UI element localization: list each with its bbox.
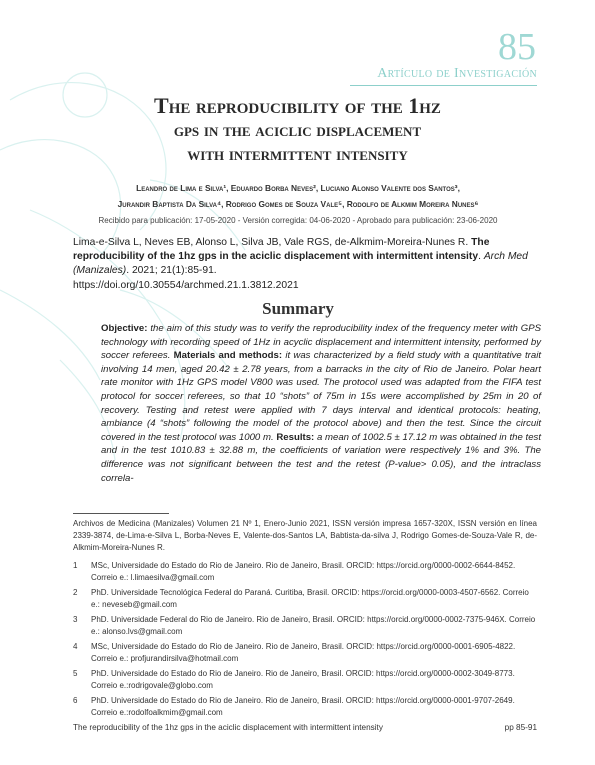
citation-year-volume: . 2021; 21(1):85-91.	[126, 265, 217, 277]
footnote-number: 4	[73, 642, 78, 651]
footnote-item	[73, 587, 537, 611]
footnote-divider	[73, 513, 169, 514]
footnotes	[73, 560, 537, 722]
section-label: Artículo de Investigación	[377, 66, 537, 81]
footnote-number: 6	[73, 696, 78, 705]
footnote-item	[73, 668, 537, 692]
page-range: pp 85-91	[504, 723, 537, 732]
footnote-item	[73, 560, 537, 584]
title-line-3: with intermittent intensity	[187, 144, 408, 165]
citation: Lima-e-Silva L, Neves EB, Alonso L, Silva JB, Vale RGS, de-Alkmim-Moreira-Nunes R. The reproducibility of the 1hz gps in the aciclic displacement with intermittent intensity. Arch Med (Manizales). 2021; 21(1):85-91. https://doi.org/10.30554/archmed.21.1.3812.2021	[73, 237, 528, 291]
footnote-text: MSc, Universidade do Estado do Rio de Janeiro. Rio de Janeiro, Brasil. ORCID: https://orcid.org/0000-0001-6905-4822. Correio e.: profjurandirsilva@hotmail.com	[91, 642, 516, 663]
citation-title: The reproducibility of the 1hz gps in the aciclic displacement with intermittent intensity	[73, 237, 490, 263]
citation-doi-link[interactable]: https://doi.org/10.30554/archmed.21.1.3812.2021	[73, 279, 299, 291]
footnote-number: 2	[73, 588, 78, 597]
footnote-item	[73, 641, 537, 665]
results-text: a mean of 1002.5 ± 17.12 m was obtained in the test and in the test 1010.83 ± 32.88 m, the coefficients of variation were respectively 1% and 3%. The difference was not significant between the test and the retest (P-value> 0.05), and the intraclass correla-	[101, 431, 541, 484]
footnote-text: PhD. Universidade do Estado do Rio de Janeiro. Rio de Janeiro, Brasil. ORCID: https://orcid.org/0000-0001-9707-2649. Correio e.:rodolfoalkmim@gmail.com	[91, 696, 515, 717]
footnote-item	[73, 695, 537, 719]
running-title: The reproducibility of the 1hz gps in the aciclic displacement with intermittent intensity	[73, 723, 383, 732]
article-title	[60, 93, 535, 167]
results-label: Results:	[276, 431, 315, 443]
header-divider	[350, 85, 537, 86]
page-number: 85	[498, 26, 536, 68]
title-line-2: gps in the aciclic displacement	[173, 120, 422, 141]
footnote-text: PhD. Universidade do Estado do Rio de Janeiro. Rio de Janeiro, Brasil. ORCID: https://orcid.org/0000-0002-3049-8773. Correio e.:rodrigovale@globo.com	[91, 669, 515, 690]
footnote-text: MSc, Universidade do Estado do Rio de Janeiro. Rio de Janeiro, Brasil. ORCID: https://orcid.org/0000-0002-6644-8452. Correio e.: l.limaesilva@gmail.com	[91, 561, 516, 582]
author-list	[62, 180, 534, 212]
footnote-item	[73, 614, 537, 638]
abstract	[101, 322, 541, 485]
citation-journal: Arch Med (Manizales)	[73, 251, 528, 277]
author-line-2: Jurandir Baptista Da Silva⁴, Rodrigo Gomes de Souza Vale⁵, Rodolfo de Alkmim Moreira Nunes⁶	[117, 199, 479, 209]
footnote-text: PhD. Universidade Tecnológica Federal do Paraná. Curitiba, Brasil. ORCID: https://orcid.org/0000-0003-4507-6562. Correio e.: neveseb@gmail.com	[91, 588, 529, 609]
journal-note: Archivos de Medicina (Manizales) Volumen 21 Nº 1, Enero-Junio 2021, ISSN versión impresa 1657-320X, ISSN versión en línea 2339-3874, de-Lima-e-Silva L, Borba-Neves E, Valente-dos-Santos LA, Babtista-da-silva J, Rodrigo Gomes-de-Souza-Vale R, de-Alkmim-Moreira-Nunes R.	[73, 519, 537, 552]
title-line-1: The reproducibility of the 1hz	[154, 93, 441, 118]
objective-label: Objective:	[101, 323, 148, 334]
summary-heading: Summary	[262, 299, 334, 318]
methods-label: Materials and methods:	[173, 350, 283, 362]
footnote-number: 5	[73, 669, 78, 678]
citation-authors: Lima-e-Silva L, Neves EB, Alonso L, Silva JB, Vale RGS, de-Alkmim-Moreira-Nunes R.	[73, 237, 469, 248]
methods-text: it was characterized by a field study with a quantitative trait involving 14 men, aged 20.42 ± 2.78 years, from a barracks in the city of Rio de Janeiro. Polar heart rate monitor with 1Hz GPS model V800 was used. The protocol used was adapted from the FIFA test protocol for soccer referees, so that 10 “shots” of 75m in 15s were accomplished by 25m in 20 of recovery. Testing and retest were applied with 7 days interval and identical protocols: heating, ambiance (4 “shots” following the model of the protocol above) and then the test. Since the circuit covered in the test protocol was 1000 m.	[101, 350, 541, 443]
publication-dates: Recibido para publicación: 17-05-2020 - Versión corregida: 04-06-2020 - Aprobado para publicación: 23-06-2020	[98, 216, 498, 225]
footnote-text: PhD. Universidade Federal do Rio de Janeiro. Rio de Janeiro, Brasil. ORCID: https://orcid.org/0000-0002-7375-946X. Correio e.: alonso.lvs@gmail.com	[91, 615, 536, 636]
footnote-number: 3	[73, 615, 78, 624]
objective-text: the aim of this study was to verify the reproducibility index of the frequency meter with GPS technology with recording speed of 1Hz in acyclic displacement and intermittent intensity, performed by soccer referees.	[101, 323, 541, 362]
footnote-number: 1	[73, 561, 78, 570]
author-line-1: Leandro de Lima e Silva¹, Eduardo Borba Neves², Luciano Alonso Valente dos Santos³,	[136, 183, 460, 193]
